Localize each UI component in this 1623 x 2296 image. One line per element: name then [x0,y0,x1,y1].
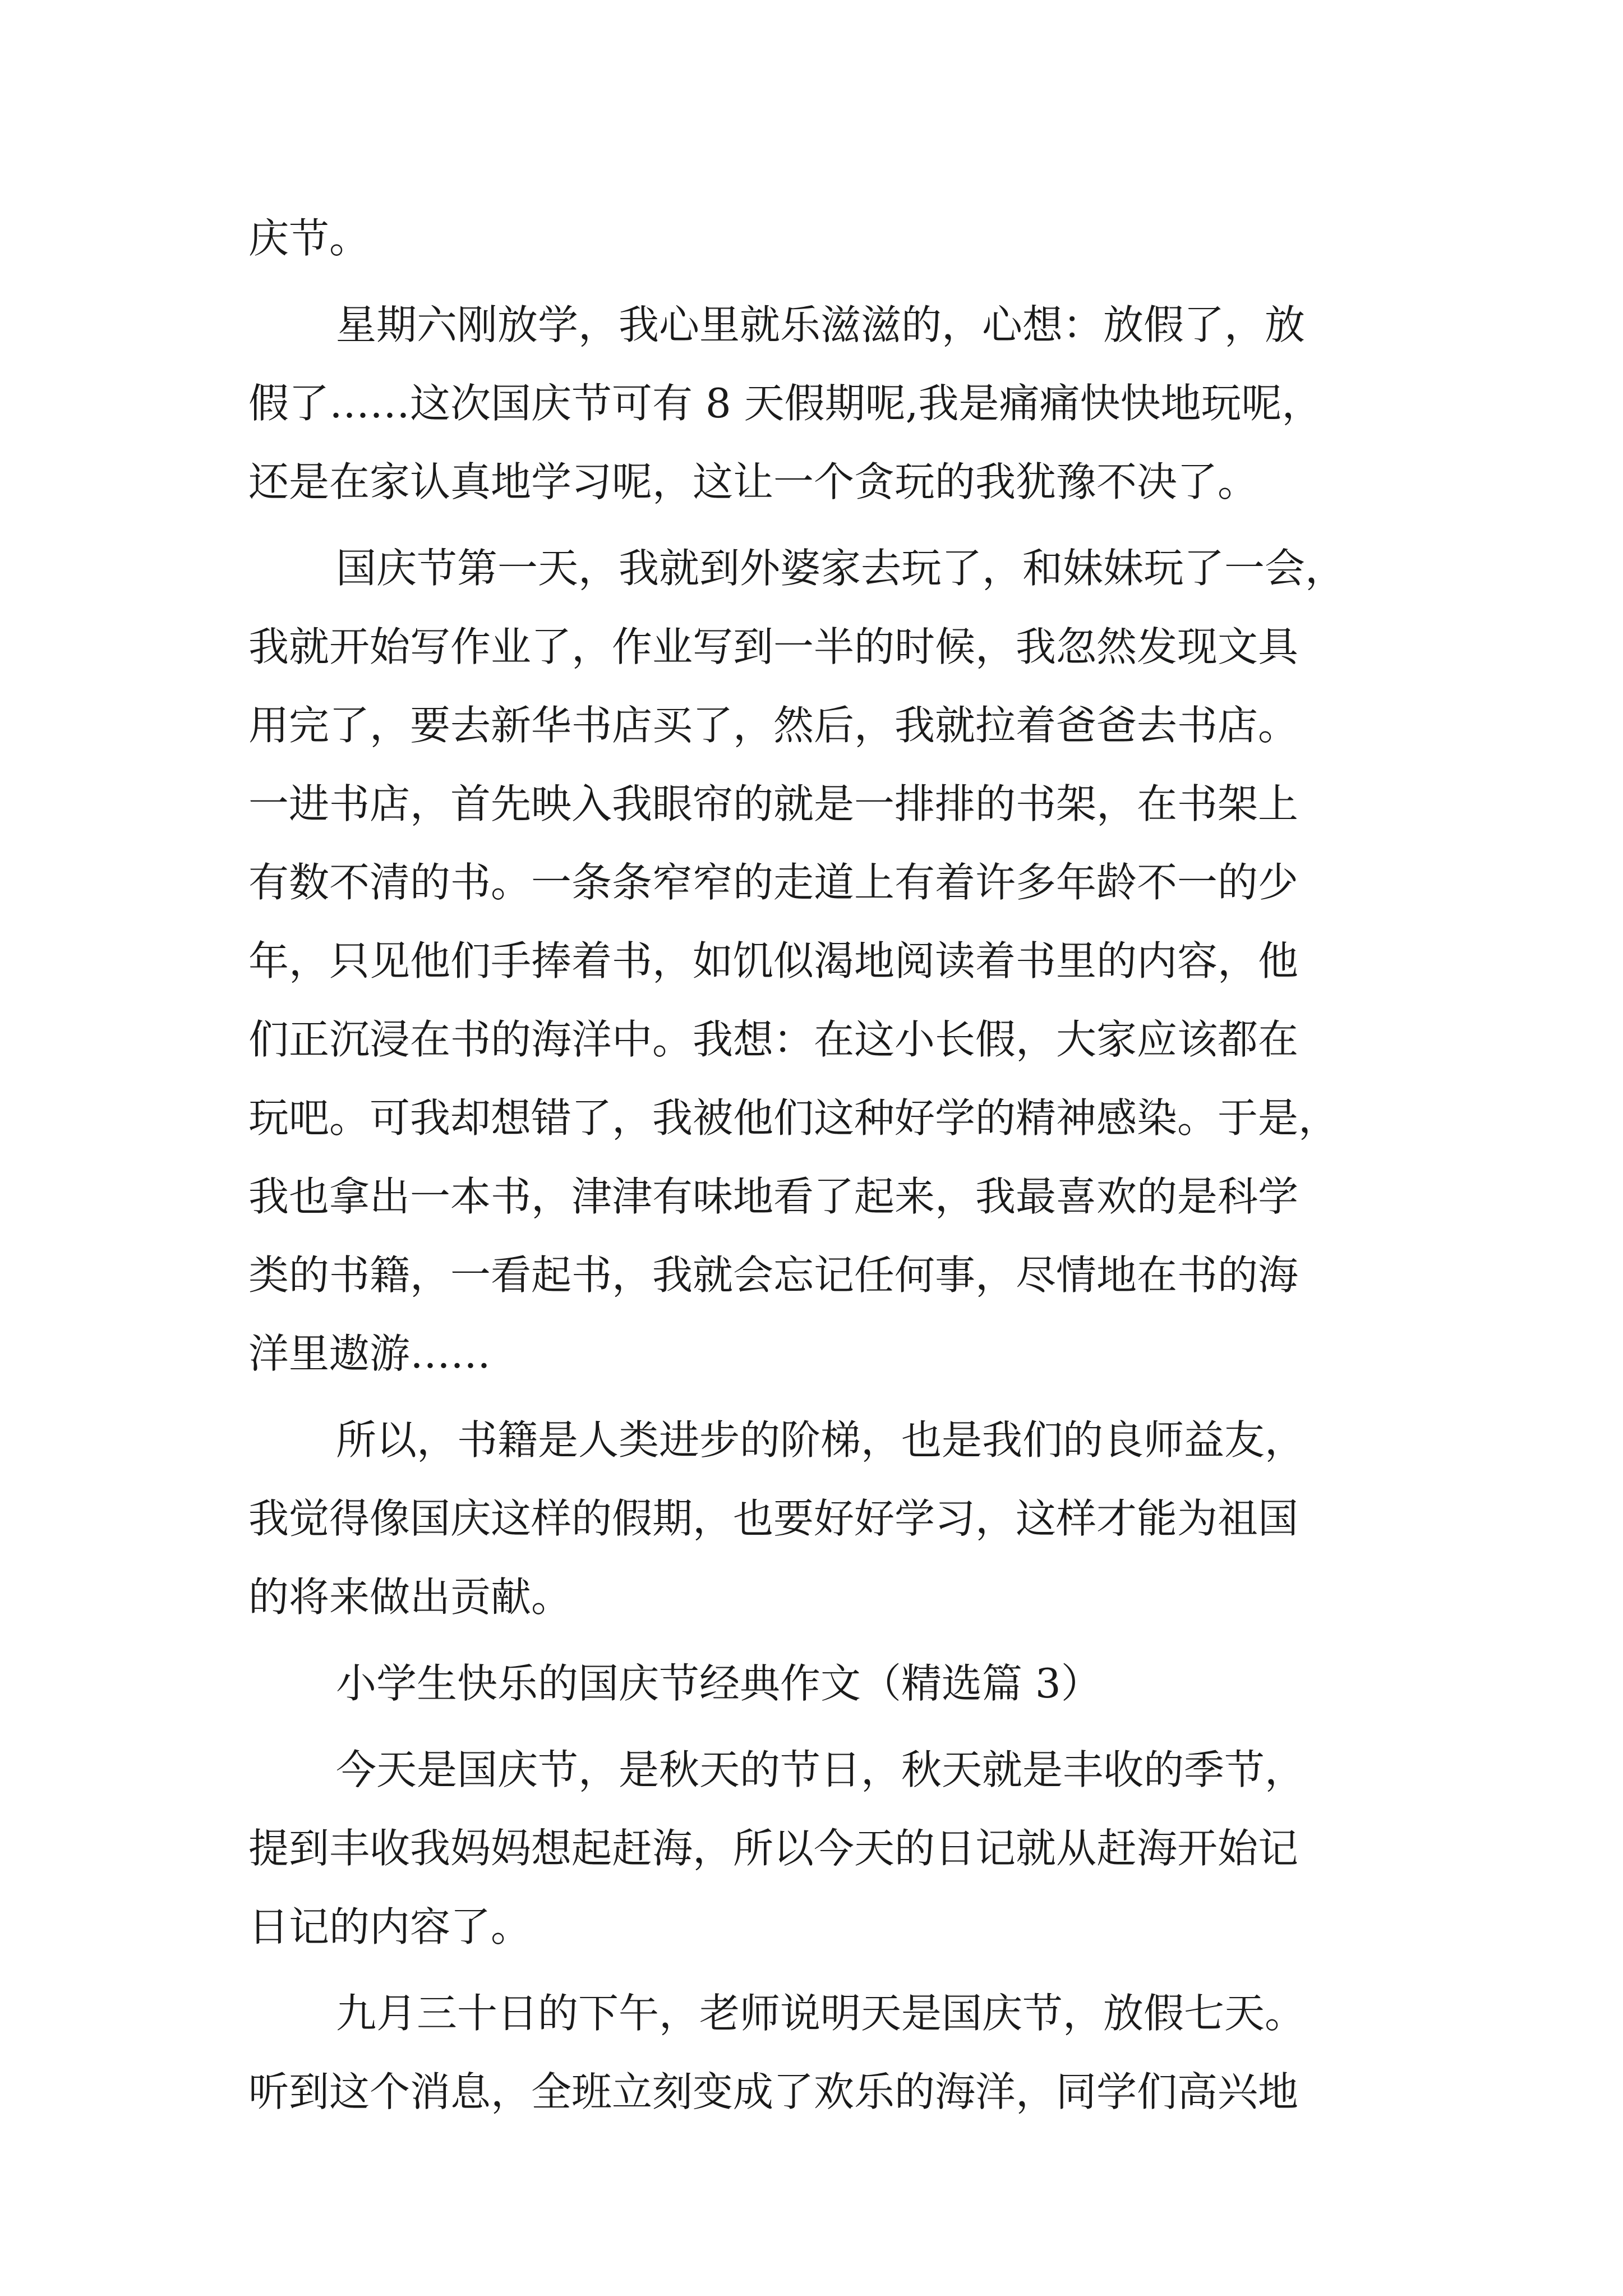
text-line: 假了……这次国庆节可有 8 天假期呢,我是痛痛快快地玩呢， [248,380,1322,427]
text-line: 玩吧。可我却想错了，我被他们这种好学的精神感染。于是， [248,1094,1339,1142]
text-line: 的将来做出贡献。 [248,1573,572,1621]
paragraph-bookstore [248,529,1393,1393]
text-line: 庆节。 [248,215,370,262]
text-line: 国庆节第一天，我就到外婆家去玩了，和妹妹玩了一会， [336,545,1346,592]
text-line: 们正沉浸在书的海洋中。我想：在这小长假，大家应该都在 [248,1016,1299,1063]
text-line: 洋里遨游…… [248,1330,491,1377]
text-line: 日记的内容了。 [248,1903,532,1950]
text-line: 一进书店，首先映入我眼帘的就是一排排的书架，在书架上 [248,780,1299,827]
section-heading [248,1644,1393,1723]
paragraph-continuation [248,199,1393,278]
text-line: 九月三十日的下午，老师说明天是国庆节，放假七天。 [336,1990,1306,2037]
paragraph-september [248,1974,1393,2131]
paragraph-saturday [248,286,1393,521]
text-line: 有数不清的书。一条条窄窄的走道上有着许多年龄不一的少 [248,859,1299,906]
text-line: 年，只见他们手捧着书，如饥似渴地阅读着书里的内容，他 [248,937,1299,984]
text-line: 我就开始写作业了，作业写到一半的时候，我忽然发现文具 [248,623,1299,670]
text-line: 所以，书籍是人类进步的阶梯，也是我们的良师益友， [336,1416,1306,1464]
text-line: 今天是国庆节，是秋天的节日，秋天就是丰收的季节， [336,1746,1306,1793]
paragraph-conclusion [248,1401,1393,1636]
paragraph-harvest [248,1731,1393,1966]
text-line: 星期六刚放学，我心里就乐滋滋的，心想：放假了，放 [336,301,1306,348]
text-line: 类的书籍，一看起书，我就会忘记任何事，尽情地在书的海 [248,1251,1299,1299]
document-body [248,199,1393,2131]
text-line: 用完了，要去新华书店买了，然后，我就拉着爸爸去书店。 [248,702,1299,749]
text-line: 我觉得像国庆这样的假期，也要好好学习，这样才能为祖国 [248,1495,1299,1542]
text-line: 提到丰收我妈妈想起赶海，所以今天的日记就从赶海开始记 [248,1825,1299,1872]
text-line: 还是在家认真地学习呢，这让一个贪玩的我犹豫不决了。 [248,458,1258,505]
section-title: 小学生快乐的国庆节经典作文（精选篇 3） [336,1660,1101,1707]
text-line: 我也拿出一本书，津津有味地看了起来，我最喜欢的是科学 [248,1173,1299,1220]
text-line: 听到这个消息，全班立刻变成了欢乐的海洋，同学们高兴地 [248,2068,1299,2115]
